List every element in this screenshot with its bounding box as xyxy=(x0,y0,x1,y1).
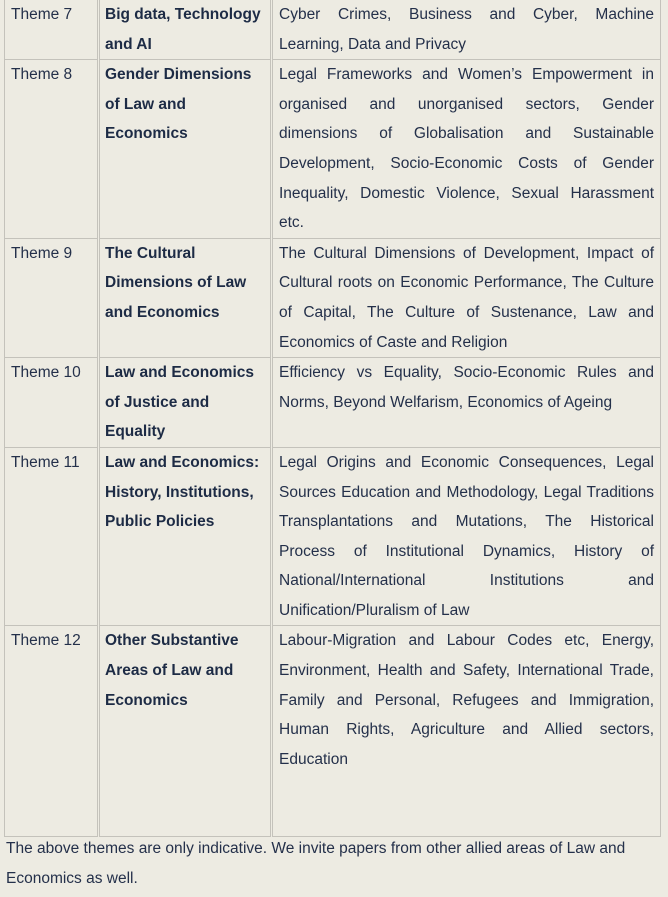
theme-title: Other Substantive Areas of Law and Economics xyxy=(99,626,272,837)
theme-number: Theme 12 xyxy=(5,626,99,837)
theme-title: Law and Economics of Justice and Equality xyxy=(99,358,272,448)
table-row xyxy=(5,0,661,60)
theme-title: Law and Economics: History, Institutions, Public Policies xyxy=(99,447,272,626)
theme-number: Theme 10 xyxy=(5,358,99,448)
footer-note: The above themes are only indicative. We invite papers from other allied areas of Law and Economics as well. xyxy=(6,840,626,887)
theme-description: The Cultural Dimensions of Development, Impact of Cultural roots on Economic Performance, The Culture of Capital, The Culture of Sustenance, Law and Economics of Caste and Religion xyxy=(272,238,661,357)
theme-title: Big data, Technology and AI xyxy=(99,0,272,60)
theme-number: Theme 8 xyxy=(5,60,99,239)
theme-number: Theme 11 xyxy=(5,447,99,626)
theme-description: Legal Origins and Economic Consequences, Legal Sources Education and Methodology, Legal Traditions Transplantations and Mutations, The Historical Process of Institutional Dynamics, History of National/International Institutions and Unification/Pluralism of Law xyxy=(272,447,661,626)
theme-description: Labour-Migration and Labour Codes etc, Energy, Environment, Health and Safety, International Trade, Family and Personal, Refugees and Immigration, Human Rights, Agriculture and Allied sectors, Education xyxy=(272,626,661,837)
table-row xyxy=(5,447,661,626)
theme-number: Theme 9 xyxy=(5,238,99,357)
table-row xyxy=(5,238,661,357)
table-row xyxy=(5,358,661,448)
theme-number: Theme 7 xyxy=(5,0,99,60)
theme-title: The Cultural Dimensions of Law and Economics xyxy=(99,238,272,357)
theme-title: Gender Dimensions of Law and Economics xyxy=(99,60,272,239)
theme-description: Efficiency vs Equality, Socio-Economic Rules and Norms, Beyond Welfarism, Economics of Ageing xyxy=(272,358,661,448)
theme-description: Cyber Crimes, Business and Cyber, Machine Learning, Data and Privacy xyxy=(272,0,661,60)
table-row xyxy=(5,626,661,837)
themes-table xyxy=(4,0,661,837)
table-row xyxy=(5,60,661,239)
theme-description: Legal Frameworks and Women’s Empowerment in organised and unorganised sectors, Gender dimensions of Globalisation and Sustainable Development, Socio-Economic Costs of Gender Inequality, Domestic Violence, Sexual Harassment etc. xyxy=(272,60,661,239)
